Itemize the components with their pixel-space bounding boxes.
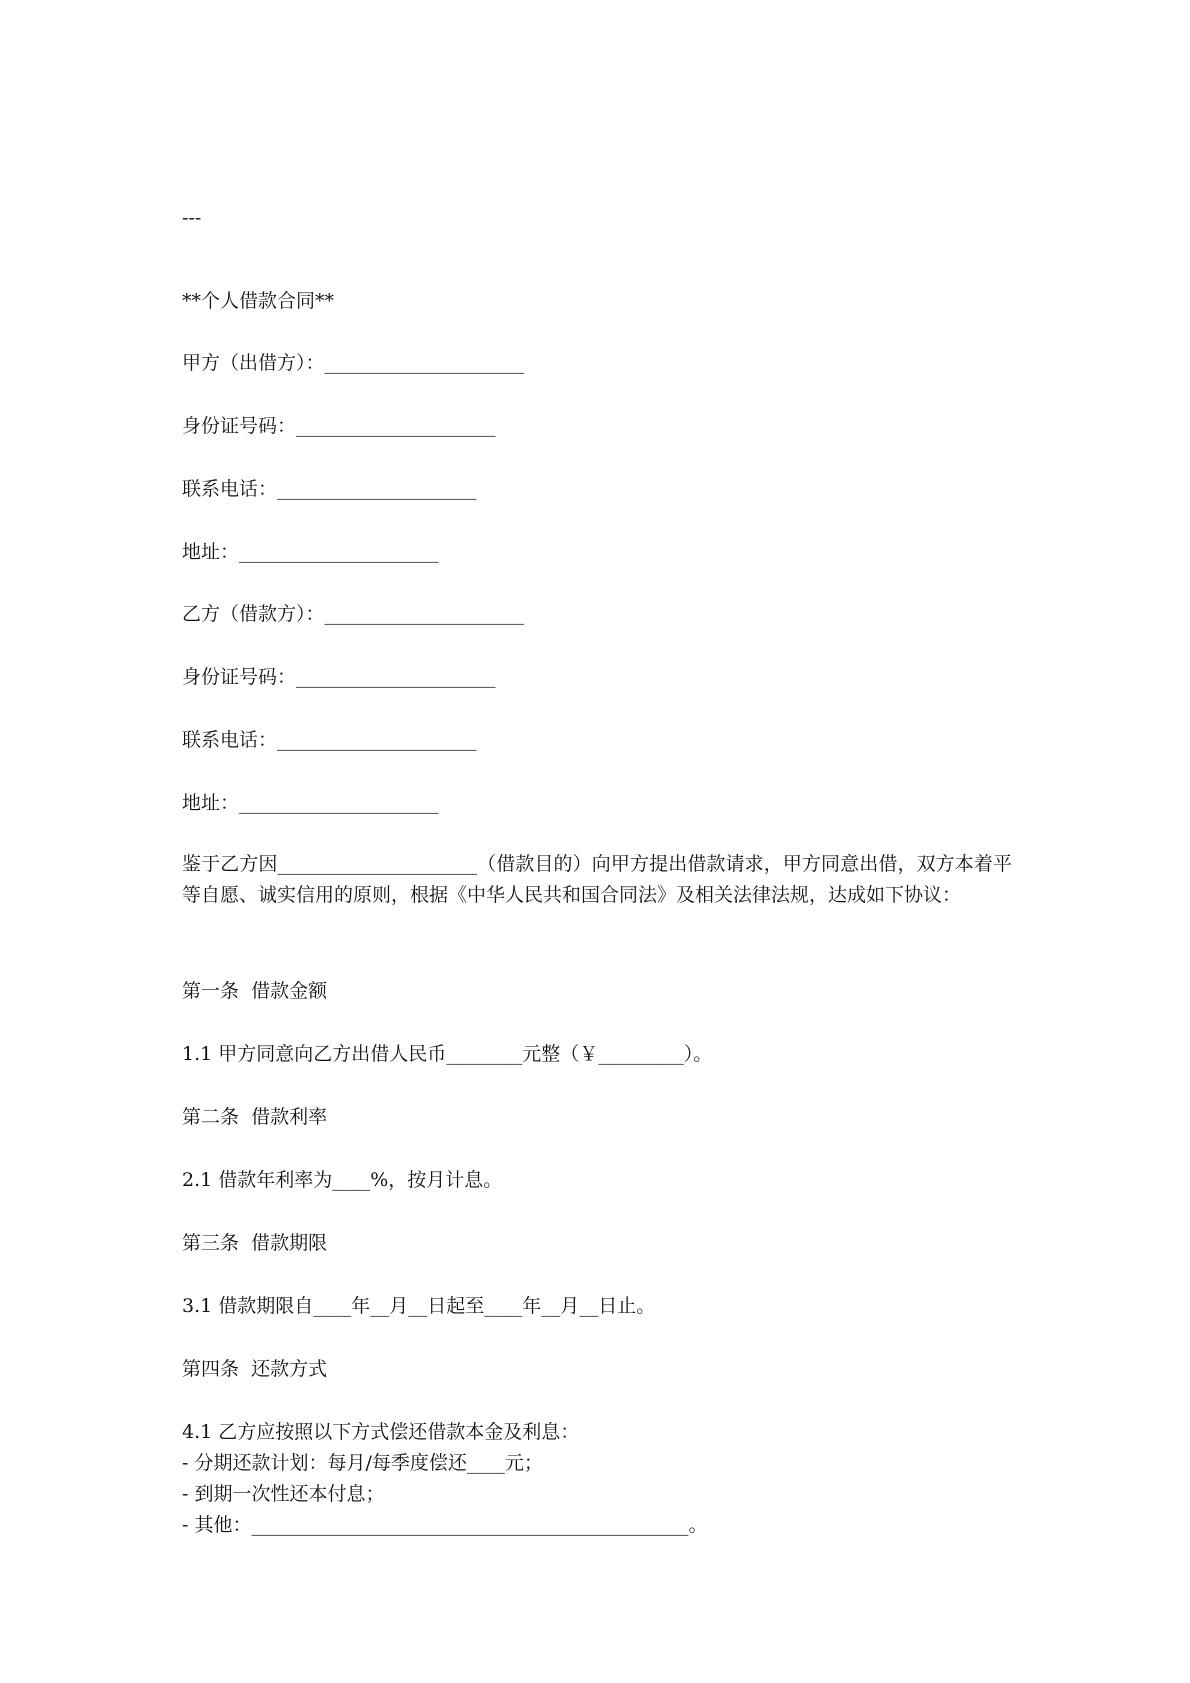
party-b-address: 地址：_____________________ xyxy=(182,792,439,814)
article-1-heading: 第一条 借款金额 xyxy=(182,980,328,1002)
article-4-heading: 第四条 还款方式 xyxy=(182,1358,328,1380)
article-3-heading: 第三条 借款期限 xyxy=(182,1232,328,1254)
article-4-option-lump-sum: - 到期一次性还本付息； xyxy=(182,1483,385,1505)
contract-title: **个人借款合同** xyxy=(182,290,335,312)
party-a-address: 地址：_____________________ xyxy=(182,541,439,563)
contract-page xyxy=(182,0,1012,1683)
article-2-heading: 第二条 借款利率 xyxy=(182,1106,328,1128)
separator: --- xyxy=(182,207,202,229)
article-1-item: 1.1 甲方同意向乙方出借人民币________元整（￥_________）。 xyxy=(182,1043,713,1065)
article-4-option-installment: - 分期还款计划：每月/每季度偿还____元； xyxy=(182,1452,543,1474)
party-a-id: 身份证号码：_____________________ xyxy=(182,415,496,437)
party-a-label: 甲方（出借方）：_____________________ xyxy=(182,352,525,374)
article-4-item: 4.1 乙方应按照以下方式偿还借款本金及利息： xyxy=(182,1421,580,1443)
article-3-item: 3.1 借款期限自____年__月__日起至____年__月__日止。 xyxy=(182,1295,656,1317)
party-a-phone: 联系电话：_____________________ xyxy=(182,478,477,500)
preamble-paragraph: 鉴于乙方因_____________________（借款目的）向甲方提出借款请求，甲方同意出借，双方本着平等自愿、诚实信用的原则，根据《中华人民共和国合同法》及相关法律法规，达成如下协议： xyxy=(182,853,1012,906)
party-b-label: 乙方（借款方）：_____________________ xyxy=(182,603,525,625)
article-4-option-other: - 其他：______________________________________________。 xyxy=(182,1514,708,1536)
party-b-phone: 联系电话：_____________________ xyxy=(182,729,477,751)
party-b-id: 身份证号码：_____________________ xyxy=(182,666,496,688)
article-2-item: 2.1 借款年利率为____%，按月计息。 xyxy=(182,1169,503,1191)
